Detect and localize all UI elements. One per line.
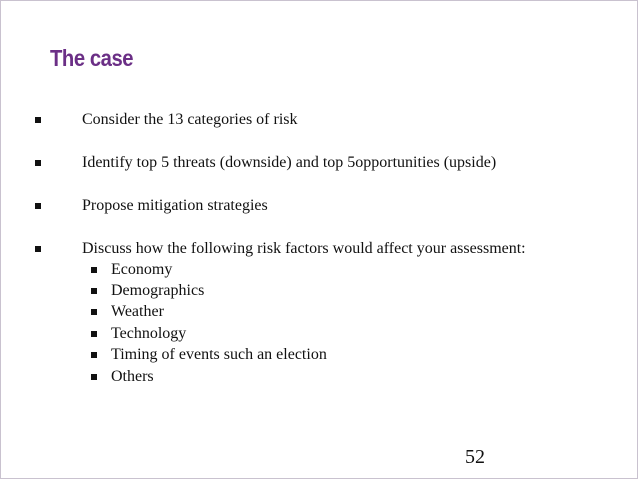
square-bullet-icon (35, 203, 41, 209)
page-number: 52 (465, 446, 485, 468)
square-bullet-icon (35, 246, 41, 252)
slide-title: The case (50, 45, 134, 71)
bullet-text: Propose mitigation strategies (82, 197, 268, 214)
bullet-text: Consider the 13 categories of risk (82, 111, 298, 128)
square-bullet-icon (91, 352, 97, 358)
sub-bullet-text: Weather (111, 303, 164, 320)
square-bullet-icon (91, 267, 97, 273)
square-bullet-icon (91, 374, 97, 380)
sub-bullet-text: Others (111, 368, 154, 385)
bullet-text: Identify top 5 threats (downside) and top 5opportunities (upside) (82, 154, 497, 171)
square-bullet-icon (35, 117, 41, 123)
sub-bullet-text: Timing of events such an election (111, 346, 327, 363)
square-bullet-icon (91, 331, 97, 337)
sub-bullet-text: Economy (111, 261, 173, 278)
square-bullet-icon (91, 288, 97, 294)
square-bullet-icon (35, 160, 41, 166)
sub-bullet-text: Technology (111, 325, 187, 342)
square-bullet-icon (91, 309, 97, 315)
sub-bullet-text: Demographics (111, 282, 205, 299)
bullet-text: Discuss how the following risk factors would affect your assessment: (82, 240, 526, 257)
